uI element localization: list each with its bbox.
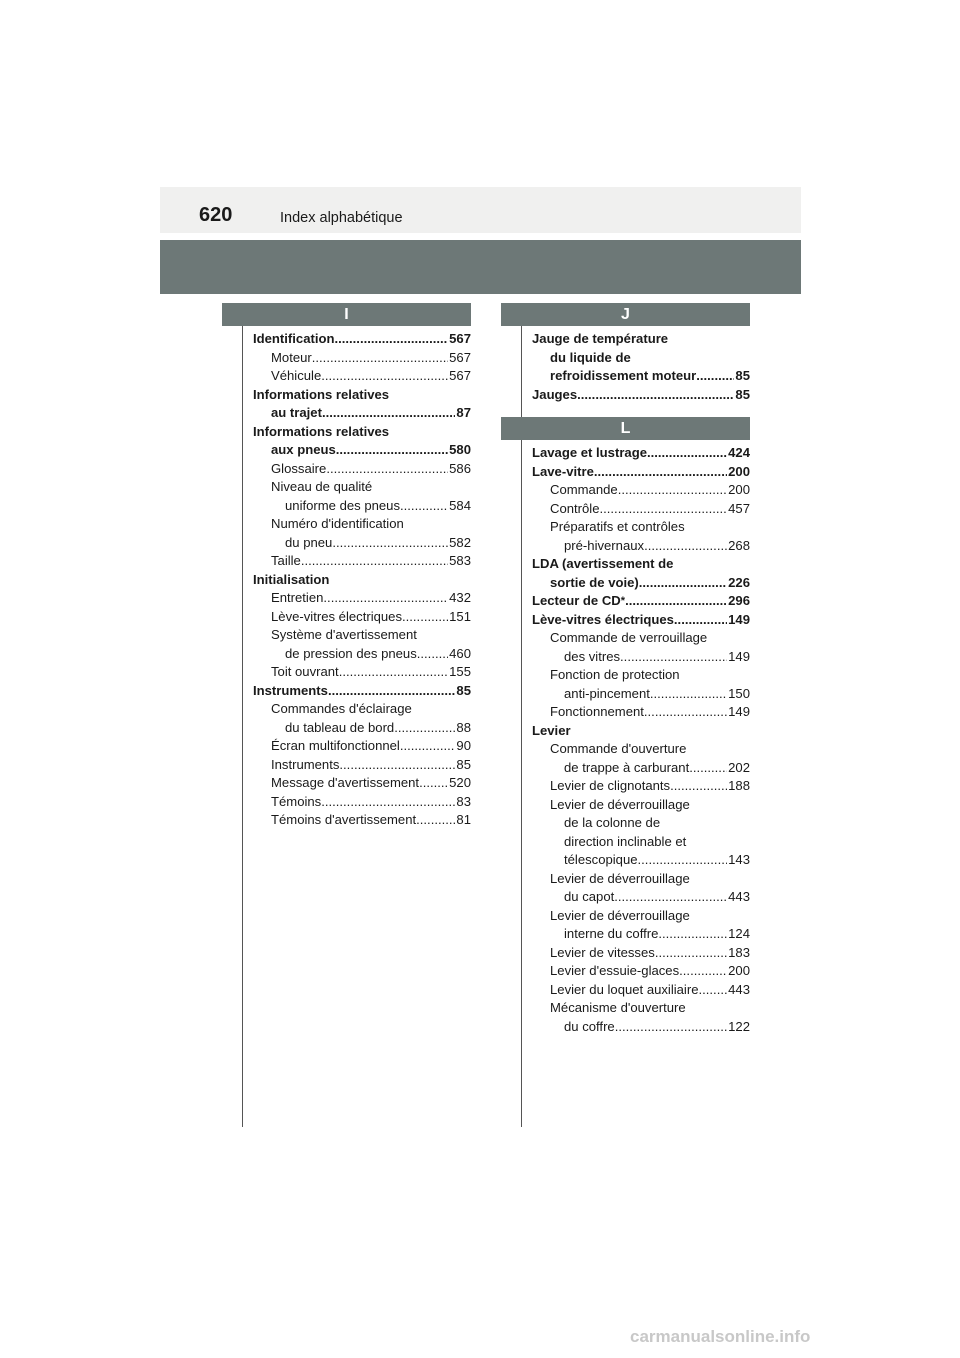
index-entry [253, 589, 471, 608]
page-reference: 443 [728, 981, 750, 997]
page-reference: 567 [449, 349, 471, 365]
leader-dots [417, 645, 448, 664]
page-reference: 520 [449, 775, 471, 790]
index-entry [253, 367, 471, 386]
entry-text: Commandes d'éclairage [271, 701, 412, 716]
page-reference: 443 [728, 889, 750, 904]
index-entry [532, 629, 750, 648]
entry-text: Instruments [271, 756, 340, 772]
leader-dots [644, 703, 727, 722]
index-entry [253, 571, 471, 590]
page-reference: 188 [728, 778, 750, 793]
entry-text: de la colonne de [564, 815, 661, 830]
page-number: 620 [199, 204, 233, 226]
section-entries [222, 326, 471, 830]
entry-text: Fonctionnement [550, 704, 644, 719]
entry-text: Taille [271, 553, 301, 568]
entry-text: Lève-vitres électriques [532, 611, 674, 627]
page-reference: 296 [728, 593, 750, 608]
index-entry [532, 685, 750, 704]
index-entry [253, 663, 471, 682]
entry-text: Levier de déverrouillage [550, 796, 690, 812]
entry-text: Levier de déverrouillage [550, 907, 690, 923]
entry-text: Moteur [271, 349, 312, 365]
entry-text: au trajet [271, 405, 322, 420]
entry-text: Initialisation [253, 571, 330, 587]
page-reference: 460 [449, 645, 471, 661]
section-letter-j: J [501, 303, 750, 326]
leader-dots [339, 663, 448, 682]
index-entry [532, 907, 750, 926]
entry-text: interne du coffre [564, 926, 659, 941]
entry-text: Jauge de température [532, 331, 669, 346]
entry-text: du pneu [285, 534, 333, 550]
index-entry [532, 330, 750, 349]
index-entry [253, 774, 471, 793]
index-entry [532, 592, 750, 611]
leader-dots [696, 367, 734, 386]
entry-text: du coffre [564, 1018, 615, 1034]
entry-text: Identification [253, 331, 335, 346]
index-entry [253, 478, 471, 497]
entry-text: du capot [564, 889, 615, 904]
entry-text: uniforme des pneus [285, 497, 401, 513]
entry-text: télescopique [564, 852, 638, 867]
entry-text: Témoins [271, 793, 322, 809]
index-entry [532, 463, 750, 482]
leader-dots [679, 962, 727, 981]
index-entry [532, 777, 750, 796]
page-reference: 424 [728, 445, 750, 460]
index-entry [253, 386, 471, 405]
leader-dots [594, 463, 727, 482]
leader-dots [689, 759, 727, 778]
entry-text: Commande de verrouillage [550, 630, 708, 645]
index-entry [532, 944, 750, 963]
index-entry [253, 811, 471, 830]
leader-dots [416, 811, 455, 830]
leader-dots [400, 497, 448, 516]
index-entry [253, 552, 471, 571]
index-entry [253, 756, 471, 775]
entry-text: Lave-vitre [532, 463, 594, 479]
page-reference: 150 [728, 685, 750, 701]
index-entry [532, 349, 750, 368]
leader-dots [615, 1018, 727, 1037]
leader-dots [321, 367, 448, 386]
index-entry [253, 534, 471, 553]
leader-dots [670, 777, 727, 796]
entry-text: Mécanisme d'ouverture [550, 1000, 686, 1015]
index-entry [253, 423, 471, 442]
page-reference: 124 [728, 926, 750, 941]
index-entry [253, 682, 471, 701]
index-entry [532, 962, 750, 981]
entry-text: Levier de vitesses [550, 944, 655, 960]
entry-text: de pression des pneus [285, 645, 417, 661]
index-entry [532, 999, 750, 1018]
index-entry [532, 386, 750, 405]
entry-text: Levier de clignotants [550, 778, 671, 793]
leader-dots [658, 925, 727, 944]
page-reference: 85 [735, 368, 750, 383]
entry-text: Jauges [532, 386, 578, 402]
entry-text: Message d'avertissement [271, 775, 420, 790]
index-entry [253, 349, 471, 368]
page-reference: 151 [449, 608, 471, 624]
entry-text: du tableau de bord [285, 719, 395, 735]
index-entry [253, 645, 471, 664]
page-reference: 90 [456, 738, 471, 753]
index-entry [253, 515, 471, 534]
index-entry [532, 611, 750, 630]
entry-text: des vitres [564, 648, 621, 664]
entry-text: Levier de déverrouillage [550, 870, 690, 886]
page-reference: 85 [735, 386, 750, 402]
leader-dots [638, 851, 728, 870]
leader-dots [620, 648, 727, 667]
entry-text: Numéro d'identification [271, 516, 404, 531]
index-entry [532, 648, 750, 667]
page-reference: 149 [728, 648, 750, 664]
index-entry [253, 793, 471, 812]
leader-dots [650, 685, 727, 704]
leader-dots [625, 592, 727, 611]
entry-text: Commande [550, 482, 618, 497]
page-reference: 567 [449, 331, 471, 346]
entry-text: Entretien [271, 590, 324, 605]
index-entry [253, 330, 471, 349]
leader-dots [655, 944, 727, 963]
entry-text: Levier du loquet auxiliaire [550, 981, 699, 997]
entry-text: de trappe à carburant [564, 759, 690, 775]
page-reference: 268 [728, 537, 750, 553]
entry-text: du liquide de [550, 349, 631, 365]
index-entry [532, 833, 750, 852]
page-reference: 584 [449, 497, 471, 513]
index-entry [253, 737, 471, 756]
leader-dots [402, 608, 448, 627]
entry-text: Système d'avertissement [271, 627, 417, 642]
page-reference: 580 [449, 442, 471, 457]
index-entry [532, 666, 750, 685]
leader-dots [301, 552, 448, 571]
entry-text: refroidissement moteur [550, 368, 697, 383]
leader-dots [600, 500, 728, 519]
page-reference: 226 [728, 574, 750, 590]
header-bar [160, 187, 801, 233]
page-reference: 200 [728, 463, 750, 479]
entry-text: Informations relatives [253, 423, 390, 439]
page-reference: 83 [456, 793, 471, 809]
page-reference: 149 [728, 704, 750, 719]
entry-text: Témoins d'avertissement [271, 812, 417, 827]
leader-dots [328, 682, 455, 701]
page-reference: 586 [449, 460, 471, 476]
entry-text: LDA (avertissement de [532, 556, 674, 571]
entry-text: Niveau de qualité [271, 479, 373, 494]
leader-dots [339, 756, 455, 775]
index-entry [532, 981, 750, 1000]
entry-text: Véhicule [271, 368, 322, 383]
page-reference: 567 [449, 368, 471, 383]
page-title: Index alphabétique [280, 210, 403, 226]
leader-dots [323, 589, 448, 608]
index-entry [253, 608, 471, 627]
index-entry [532, 888, 750, 907]
index-entry [532, 759, 750, 778]
index-entry [532, 814, 750, 833]
index-entry [532, 722, 750, 741]
entry-text: Levier [532, 722, 571, 738]
index-column-left [222, 303, 471, 830]
leader-dots [326, 460, 448, 479]
page-reference: 143 [728, 852, 750, 867]
section-letter-l: L [501, 417, 750, 440]
index-entry [532, 740, 750, 759]
leader-dots [394, 719, 455, 738]
leader-dots [647, 444, 727, 463]
entry-text: aux pneus [271, 442, 336, 457]
index-entry [532, 796, 750, 815]
entry-text: Commande d'ouverture [550, 741, 687, 756]
entry-text: Toit ouvrant [271, 664, 339, 679]
page-reference: 202 [728, 759, 750, 775]
entry-text: Lavage et lustrage [532, 445, 647, 460]
page-reference: 457 [728, 500, 750, 516]
page-reference: 88 [456, 719, 471, 735]
page-reference: 582 [449, 534, 471, 550]
index-entry [532, 851, 750, 870]
entry-text: Informations relatives [253, 386, 390, 402]
page-reference: 87 [456, 405, 471, 420]
entry-text: Lecteur de CD [532, 593, 621, 608]
index-entry [532, 444, 750, 463]
entry-text: anti-pincement [564, 685, 650, 701]
entry-text: Préparatifs et contrôles [550, 519, 685, 534]
index-entry [253, 497, 471, 516]
page-reference: 149 [728, 611, 750, 627]
entry-text: Fonction de protection [550, 667, 680, 682]
page-reference: 200 [728, 963, 750, 978]
page-reference: 155 [449, 664, 471, 679]
entry-text: Écran multifonctionnel [271, 738, 400, 753]
index-entry [532, 1018, 750, 1037]
index-entry [532, 537, 750, 556]
index-entry [532, 518, 750, 537]
index-entry [532, 574, 750, 593]
watermark: carmanualsonline.info [630, 1327, 811, 1346]
index-entry [253, 719, 471, 738]
entry-text: Glossaire [271, 460, 327, 476]
page-reference: 432 [449, 590, 471, 605]
leader-dots [618, 481, 727, 500]
index-entry [253, 404, 471, 423]
header-band [160, 240, 801, 294]
leader-dots [699, 981, 728, 1000]
leader-dots [644, 537, 727, 556]
page-reference: 183 [728, 944, 750, 960]
index-entry [532, 500, 750, 519]
leader-dots [419, 774, 448, 793]
page-reference: 583 [449, 553, 471, 568]
index-entry [532, 481, 750, 500]
index-entry [253, 626, 471, 645]
section-entries [501, 326, 750, 404]
footnote-star: * [620, 595, 626, 607]
page-reference: 200 [728, 482, 750, 497]
entry-text: Levier d'essuie-glaces [550, 963, 680, 978]
entry-text: sortie de voie) [550, 574, 639, 590]
entry-text: Lève-vitres électriques [271, 608, 402, 624]
leader-dots [577, 386, 734, 405]
index-entry [532, 925, 750, 944]
section-letter-i: I [222, 303, 471, 326]
page-reference: 85 [456, 756, 471, 772]
index-entry [253, 460, 471, 479]
index-entry [532, 555, 750, 574]
section-entries [501, 440, 750, 1036]
leader-dots [336, 441, 448, 460]
index-column-right [501, 303, 750, 1036]
leader-dots [322, 404, 455, 423]
leader-dots [312, 349, 448, 368]
page-reference: 122 [728, 1018, 750, 1034]
index-entry [532, 870, 750, 889]
index-entry [253, 700, 471, 719]
page-reference: 81 [456, 812, 471, 827]
leader-dots [400, 737, 456, 756]
entry-text: direction inclinable et [564, 833, 687, 849]
entry-text: Contrôle [550, 500, 600, 516]
entry-text: pré-hivernaux [564, 537, 645, 553]
leader-dots [334, 330, 448, 349]
leader-dots [674, 611, 727, 630]
index-entry [532, 367, 750, 386]
page-reference: 85 [456, 682, 471, 698]
leader-dots [639, 574, 727, 593]
index-entry [253, 441, 471, 460]
leader-dots [321, 793, 455, 812]
leader-dots [614, 888, 727, 907]
entry-text: Instruments [253, 682, 328, 698]
leader-dots [332, 534, 448, 553]
index-entry [532, 703, 750, 722]
